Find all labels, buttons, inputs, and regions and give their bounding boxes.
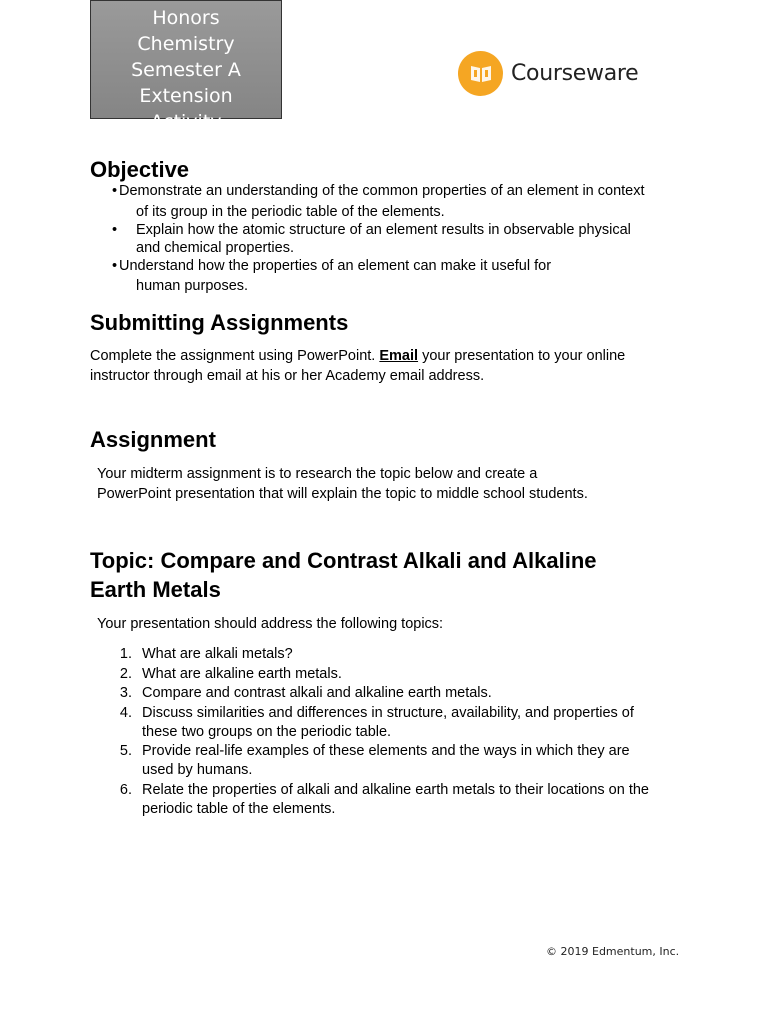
email-link[interactable]: Email [379,348,419,364]
bullet-marker: • [112,258,118,274]
list-item-text: Discuss similarities and differences in structure, availability, and properties of [142,704,634,721]
topic-list [110,645,680,819]
courseware-logo [458,51,638,96]
bullet-marker: • [112,183,118,199]
list-number: 5. [119,743,132,759]
course-title-line: Semester A [131,59,241,81]
course-title-line: Extension [139,85,233,107]
objective-item-line: human purposes. [136,278,249,294]
course-title-line: Activity [150,111,222,133]
list-item-text: Compare and contrast alkali and alkaline earth metals. [142,685,492,701]
logo-text: Courseware [511,61,639,86]
list-number: 2. [119,665,132,682]
topic-intro: Your presentation should address the following topics: [97,616,444,632]
copyright: © 2019 Edmentum, Inc. [546,945,680,958]
assignment-text: PowerPoint presentation that will explain the topic to middle school students. [97,486,588,502]
list-item [110,665,680,684]
list-item-text: What are alkaline earth metals. [142,665,342,682]
objective-item-line: Explain how the atomic structure of an element results in observable physical [136,222,631,238]
submitting-text: your presentation to your online [418,348,626,364]
list-number: 3. [119,685,132,701]
objective-item-line: and chemical properties. [136,240,294,256]
list-item-text: used by humans. [142,762,253,778]
objective-heading: Objective [90,157,190,182]
list-item-text: Provide real-life examples of these elements and the ways in which they are [142,743,630,759]
list-item [110,781,680,819]
topic-heading: Topic: Compare and Contrast Alkali and Alkaline [90,548,597,573]
book-icon [458,51,503,96]
list-item [110,742,680,780]
list-item-text: these two groups on the periodic table. [142,723,392,740]
objective-item-line: of its group in the periodic table of the elements. [136,204,445,220]
list-item [110,645,680,664]
list-item-text: periodic table of the elements. [142,800,336,817]
submitting-paragraph [90,346,625,366]
list-item [110,704,680,742]
list-number: 6. [119,781,132,798]
list-item [110,684,680,703]
course-title-box [90,0,282,133]
list-item-text: What are alkali metals? [142,646,293,662]
list-item-text: Relate the properties of alkali and alkaline earth metals to their locations on the [142,781,649,798]
submitting-paragraph-line: instructor through email at his or her Academy email address. [90,368,485,384]
submitting-text: Complete the assignment using PowerPoint. [90,348,380,364]
course-title-line: Chemistry [137,33,235,55]
course-title-line: Honors [152,7,220,29]
submitting-heading: Submitting Assignments [90,310,349,335]
topic-heading: Earth Metals [90,577,221,602]
list-number: 4. [119,704,132,721]
assignment-text: Your midterm assignment is to research the topic below and create a [97,466,538,482]
objective-item-line: Understand how the properties of an element can make it useful for [119,258,552,274]
list-number: 1. [119,646,132,662]
objective-item-line: Demonstrate an understanding of the common properties of an element in context [119,183,645,199]
assignment-heading: Assignment [90,427,216,452]
bullet-marker: • [112,222,118,238]
